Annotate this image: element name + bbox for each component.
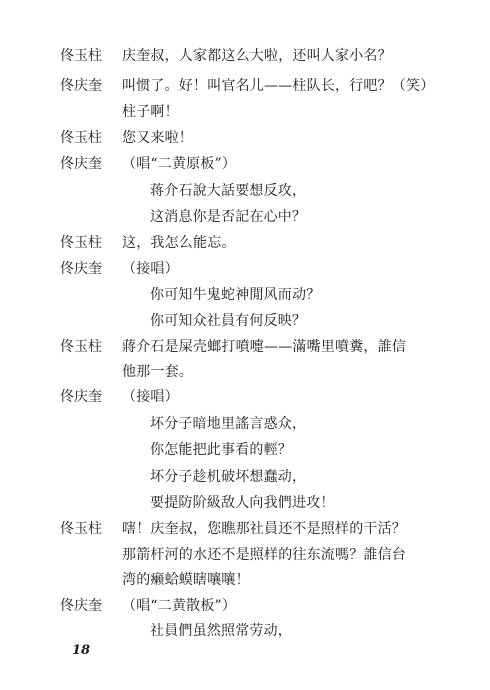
dialogue-line: 柱子啊！	[122, 104, 179, 120]
dialogue-line: 这，我怎么能忘。	[122, 235, 236, 251]
speaker-name: 佟庆奎	[60, 78, 102, 94]
verse-line: 你可知众社員有何反映？	[150, 313, 307, 329]
verse-line: 社員們虽然照常劳动，	[150, 623, 292, 639]
dialogue-line: 您又来啦！	[122, 130, 193, 146]
speaker-name: 佟庆奎	[60, 598, 102, 614]
dialogue-line: 那箭杆河的水还不是照样的往东流嗎？誰信台	[122, 547, 406, 563]
stage-direction: （接唱）	[122, 389, 179, 405]
dialogue-line: 他那一套。	[122, 364, 193, 380]
stage-direction: （接唱）	[122, 261, 179, 277]
page-number: 18	[72, 643, 91, 658]
dialogue-line: 叫惯了。好！叫官名儿——柱队长，行吧？（笑）	[122, 78, 435, 94]
verse-line: 蒋介石說大話要想反攻，	[150, 183, 307, 199]
speaker-name: 佟庆奎	[60, 389, 102, 405]
stage-direction: （唱“二黄散板”）	[122, 598, 237, 614]
verse-line: 坏分子趁机破坏想蠢动，	[150, 469, 307, 485]
verse-line: 这消息你是否記在心中？	[150, 209, 307, 225]
speaker-name: 佟庆奎	[60, 261, 102, 277]
speaker-name: 佟玉柱	[60, 521, 102, 537]
speaker-name: 佟玉柱	[60, 130, 102, 146]
dialogue-line: 湾的癞蛤蟆瞎嚷嚷！	[122, 572, 250, 588]
dialogue-line: 庆奎叔，人家都这么大啦，还叫人家小名？	[122, 48, 392, 64]
verse-line: 要提防阶級敌人向我們进攻！	[150, 495, 335, 511]
verse-line: 你怎能把此事看的輕？	[150, 442, 292, 458]
speaker-name: 佟玉柱	[60, 339, 102, 355]
verse-line: 坏分子暗地里謠言惑众，	[150, 416, 307, 432]
speaker-name: 佟玉柱	[60, 235, 102, 251]
speaker-name: 佟玉柱	[60, 48, 102, 64]
speaker-name: 佟庆奎	[60, 156, 102, 172]
stage-direction: （唱“二黄原板”）	[122, 156, 237, 172]
verse-line: 你可知牛鬼蛇神閒风而动？	[150, 287, 321, 303]
dialogue-line: 蔣介石是屎壳螂打噴嚏——滿嘴里噴糞，誰信	[122, 339, 406, 355]
dialogue-line: 嗐！庆奎叔，您瞧那社員还不是照样的干活？	[122, 521, 406, 537]
